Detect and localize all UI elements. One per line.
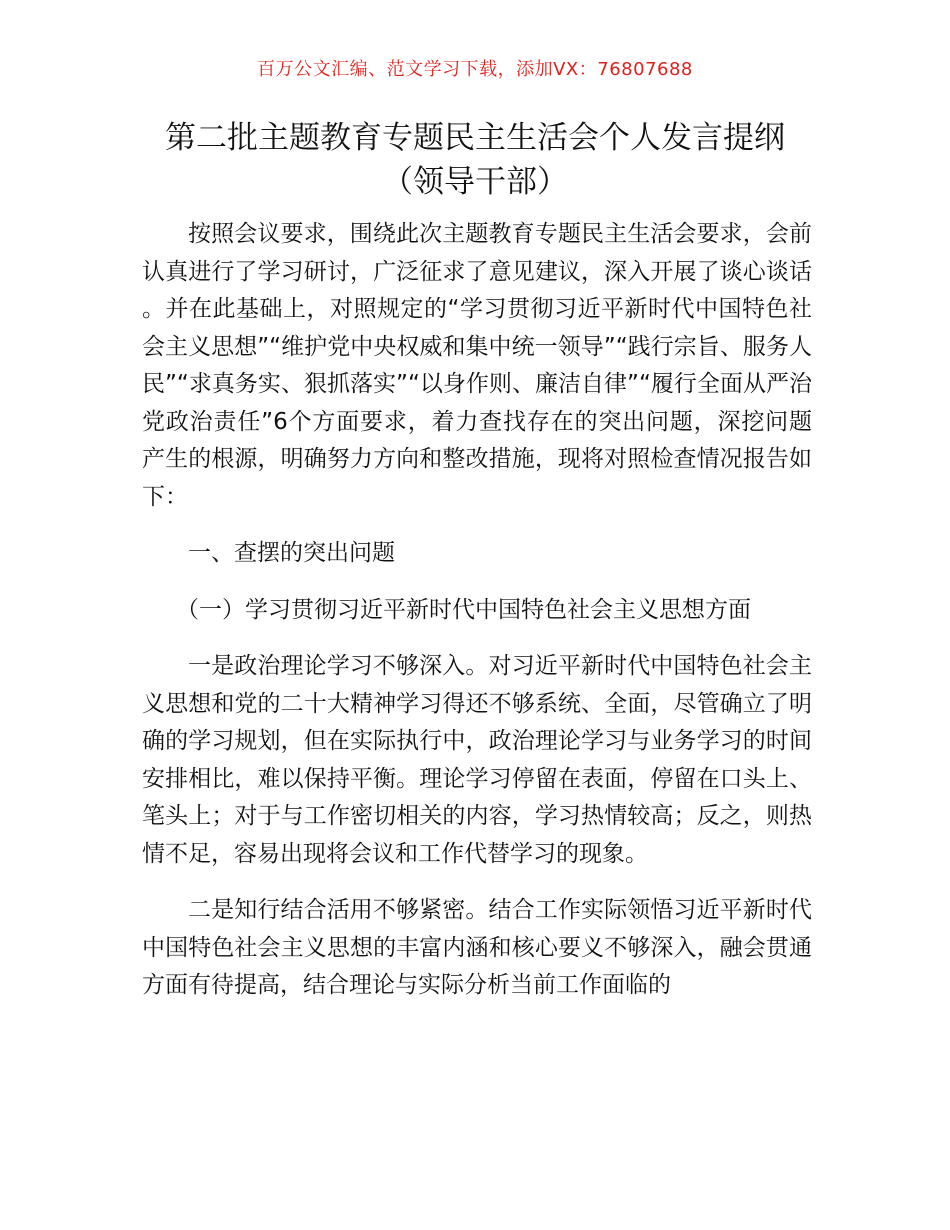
point-paragraph-1: 一是政治理论学习不够深入。对习近平新时代中国特色社会主义思想和党的二十大精神学习得还不够系统、全面，尽管确立了明确的学习规划，但在实际执行中，政治理论学习与业务学习的时间安排相比，难以保持平衡。理论学习停留在表面，停留在口头上、笔头上；对于与工作密切相关的内容，学习热情较高；反之，则热情不足，容易出现将会议和工作代替学习的现象。 [142,653,812,867]
document-body [142,216,812,1024]
document-title [0,116,950,204]
subsection-heading-1: （一）学习贯彻习近平新时代中国特色社会主义思想方面 [176,596,751,623]
title-line-1: 第二批主题教育专题民主生活会个人发言提纲 [165,120,785,156]
title-line-2: （领导干部） [382,164,568,200]
section-heading-1: 一、查摆的突出问题 [188,540,395,566]
point-paragraph-2: 二是知行结合活用不够紧密。结合工作实际领悟习近平新时代中国特色社会主义思想的丰富内涵和核心要义不够深入，融会贯通方面有待提高，结合理论与实际分析当前工作面临的 [142,897,812,998]
header-banner: 百万公文汇编、范文学习下载，添加VX：76807688 [257,59,693,80]
intro-paragraph: 按照会议要求，围绕此次主题教育专题民主生活会要求，会前认真进行了学习研讨，广泛征求了意见建议，深入开展了谈心谈话。并在此基础上，对照规定的“学习贯彻习近平新时代中国特色社会主义思想”“维护党中央权威和集中统一领导”“践行宗旨、服务人民”“求真务实、狠抓落实”“以身作则、廉洁自律”“履行全面从严治党政治责任”6个方面要求，着力查找存在的突出问题，深挖问题产生的根源，明确努力方向和整改措施，现将对照检查情况报告如下： [142,221,812,510]
